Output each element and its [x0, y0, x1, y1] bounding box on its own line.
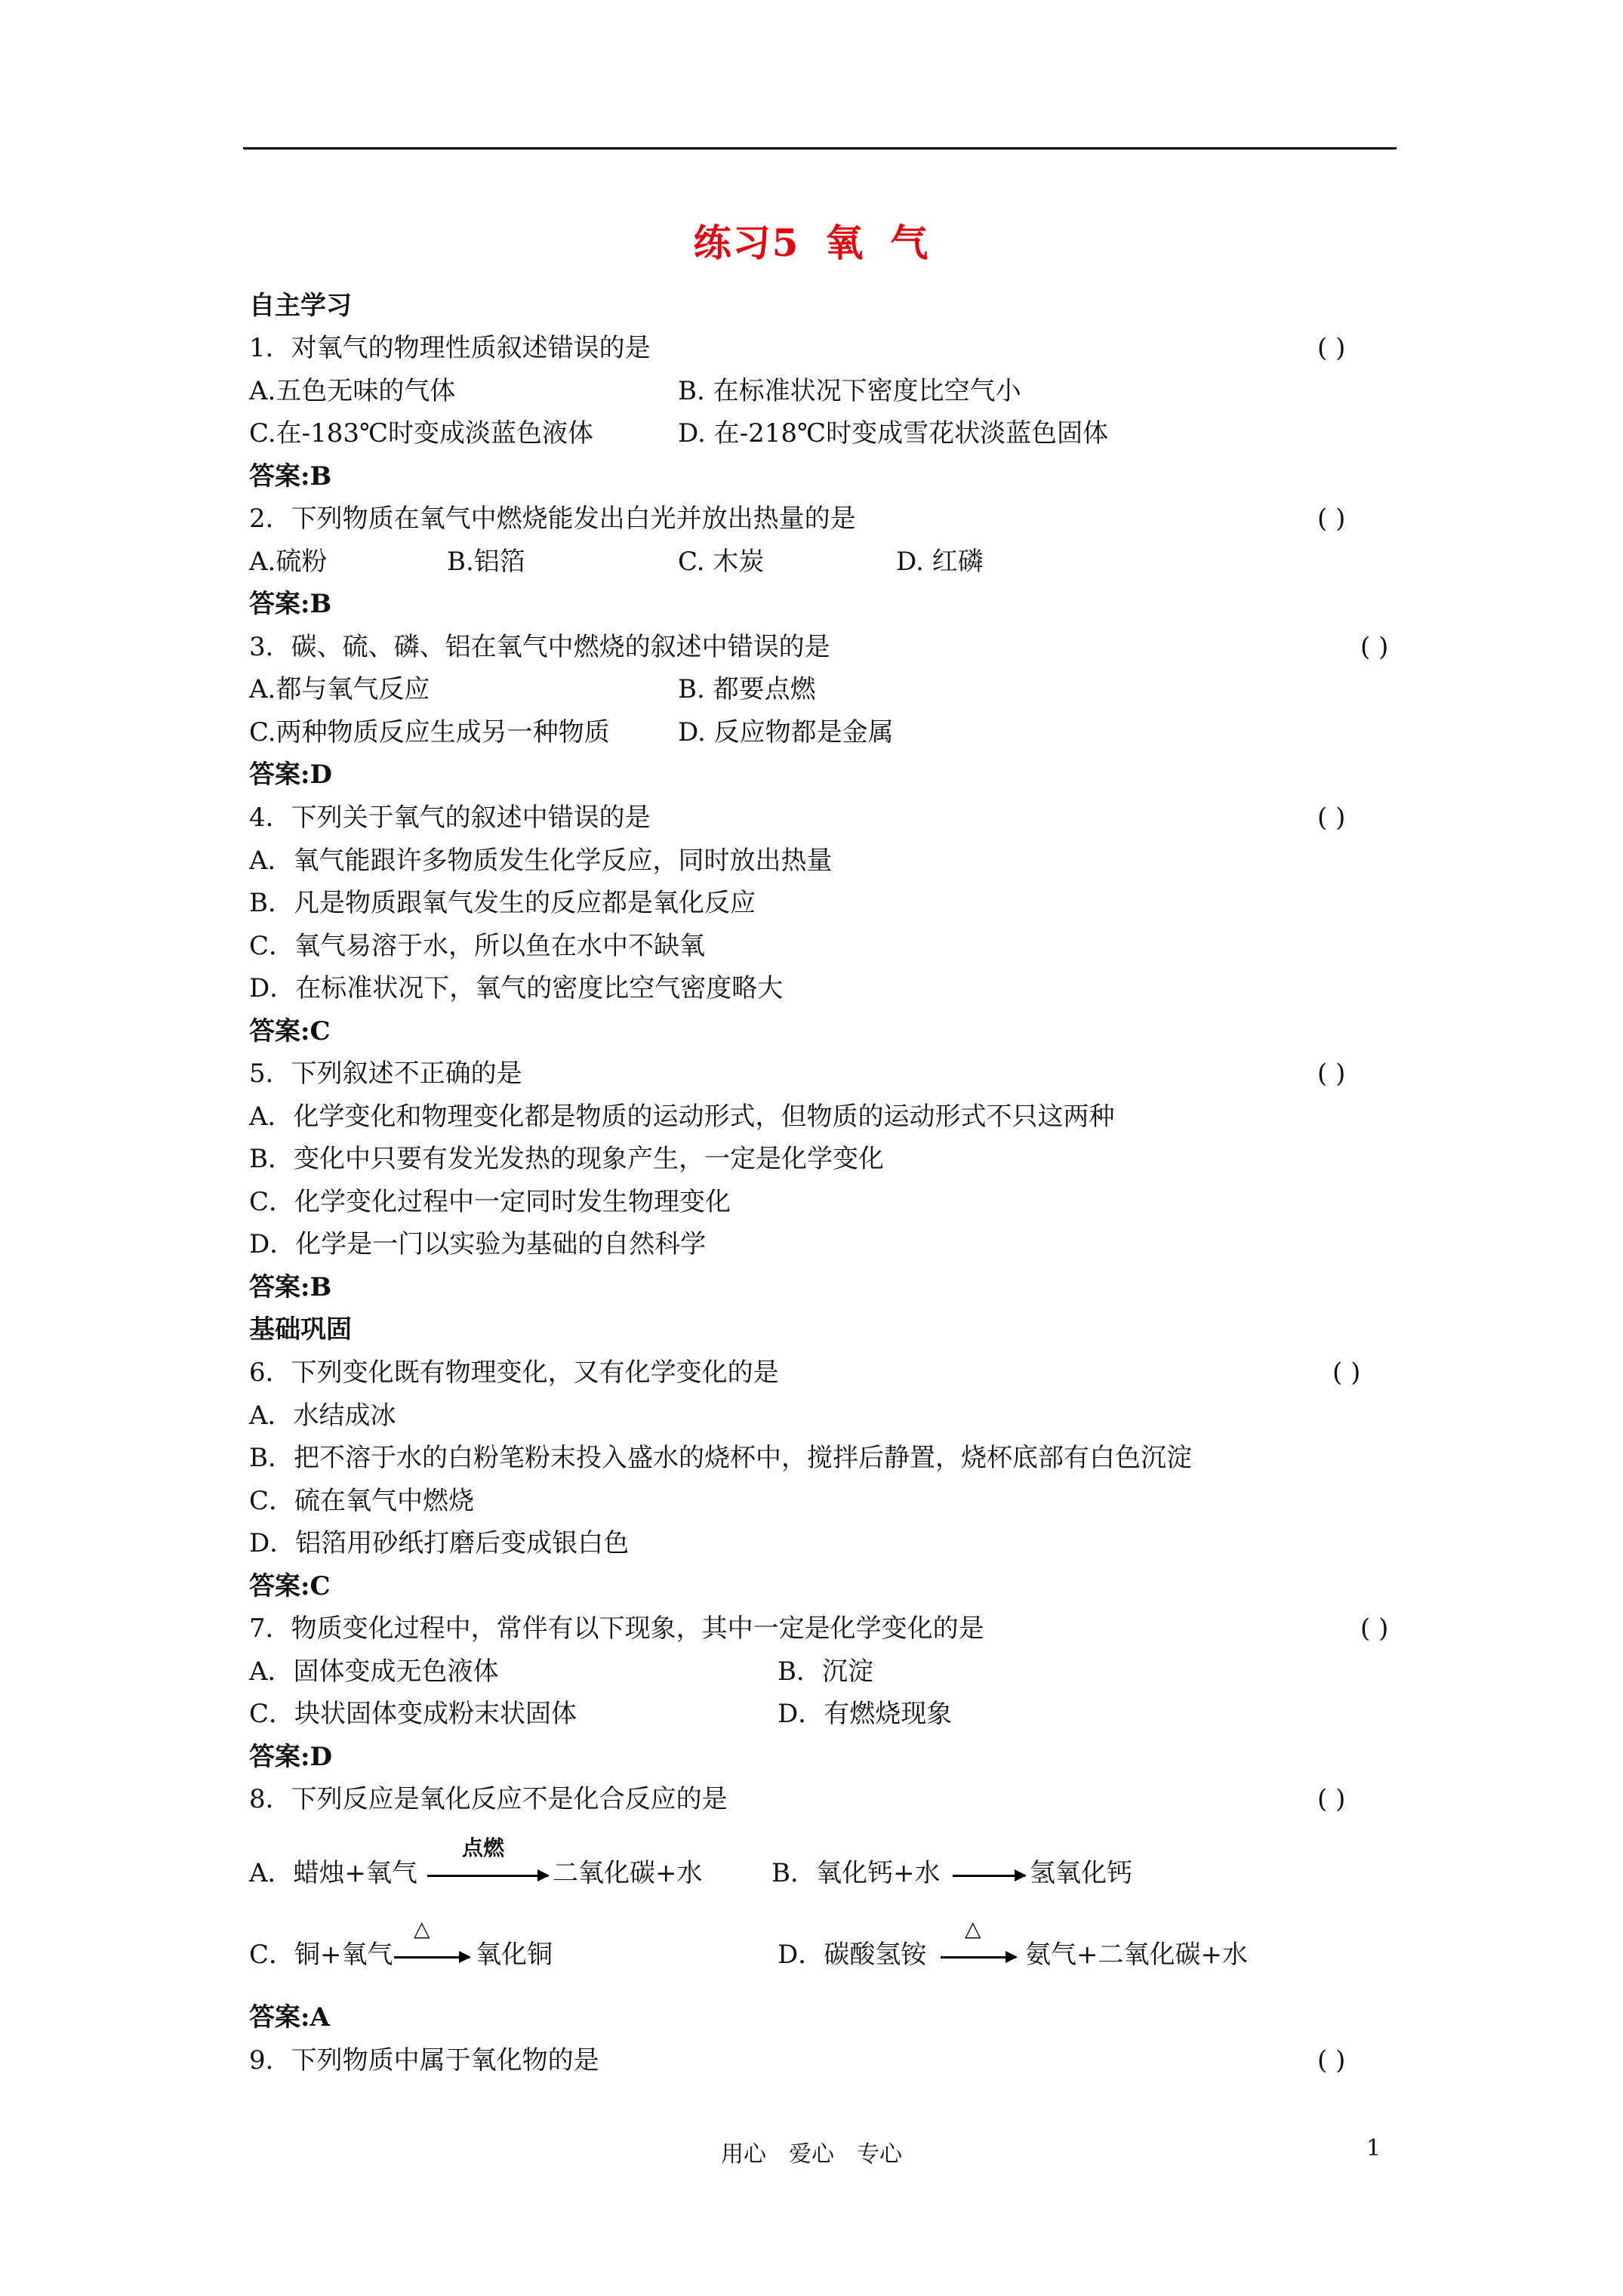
question-3-option-b: B. 都要点燃 — [678, 674, 816, 704]
question-6-option-d: D．铝箔用砂纸打磨后变成银白色 — [249, 1528, 630, 1558]
answer-blank: ( ) — [1317, 333, 1346, 363]
question-8-stem: 8．下列反应是氧化反应不是化合反应的是 — [249, 1784, 728, 1814]
question-8-option-d-reactants: D．碳酸氢铵 — [778, 1940, 927, 1970]
question-1-option-c: C.在-183℃时变成淡蓝色液体 — [249, 418, 594, 448]
header-rule — [243, 147, 1397, 149]
question-4-option-c: C．氧气易溶于水，所以鱼在水中不缺氧 — [249, 931, 706, 961]
section-heading-self-study: 自主学习 — [249, 291, 352, 321]
answer-blank: ( ) — [1360, 1613, 1389, 1644]
question-8-option-d-products: 氨气+二氧化碳+水 — [1025, 1940, 1248, 1970]
question-2-option-d: D. 红磷 — [896, 547, 984, 577]
page-footer: 用心 爱心 专心 — [721, 2141, 902, 2168]
question-8-option-b-products: 氢氧化钙 — [1030, 1858, 1132, 1888]
answer-blank: ( ) — [1317, 803, 1346, 833]
question-7-answer: 答案:D — [249, 1742, 333, 1772]
question-8-option-c-condition: △ — [414, 1916, 430, 1941]
question-8-option-a-reactants: A．蜡烛+氧气 — [249, 1858, 418, 1888]
question-3-answer: 答案:D — [249, 760, 333, 790]
reaction-arrow-icon — [427, 1875, 548, 1877]
question-5-option-a: A．化学变化和物理变化都是物质的运动形式，但物质的运动形式不只这两种 — [249, 1102, 1115, 1132]
question-1-stem: 1．对氧气的物理性质叙述错误的是 — [249, 333, 651, 363]
question-7-option-a: A．固体变成无色液体 — [249, 1657, 499, 1687]
question-4-answer: 答案:C — [249, 1016, 331, 1046]
reaction-arrow-icon — [953, 1875, 1025, 1877]
question-8-option-c-products: 氧化铜 — [476, 1940, 553, 1970]
question-6-option-a: A．水结成冰 — [249, 1401, 396, 1431]
question-7-option-b: B．沉淀 — [778, 1657, 873, 1687]
question-1-option-d: D. 在-218℃时变成雪花状淡蓝色固体 — [678, 418, 1109, 448]
question-8-option-b-reactants: B．氧化钙+水 — [771, 1858, 941, 1888]
answer-blank: ( ) — [1332, 1358, 1361, 1388]
question-1-option-a: A.五色无味的气体 — [249, 376, 456, 406]
reaction-arrow-icon — [394, 1956, 470, 1959]
answer-blank: ( ) — [1317, 1059, 1346, 1089]
question-8-answer: 答案:A — [249, 2002, 330, 2032]
question-3-option-c: C.两种物质反应生成另一种物质 — [249, 717, 610, 747]
question-8-option-a-condition: 点燃 — [462, 1835, 505, 1860]
title-word-2: 气 — [890, 220, 930, 265]
question-6-option-c: C．硫在氧气中燃烧 — [249, 1486, 475, 1516]
question-3-option-a: A.都与氧气反应 — [249, 674, 430, 704]
question-2-option-c: C. 木炭 — [678, 547, 765, 577]
question-3-option-d: D. 反应物都是金属 — [678, 717, 894, 747]
question-5-stem: 5．下列叙述不正确的是 — [249, 1059, 522, 1089]
question-4-option-a: A．氧气能跟许多物质发生化学反应，同时放出热量 — [249, 846, 833, 876]
answer-blank: ( ) — [1317, 2045, 1346, 2076]
question-2-option-b: B.铝箔 — [447, 547, 525, 577]
question-5-option-d: D．化学是一门以实验为基础的自然科学 — [249, 1229, 707, 1259]
question-5-option-b: B．变化中只要有发光发热的现象产生，一定是化学变化 — [249, 1144, 884, 1174]
question-5-answer: 答案:B — [249, 1272, 332, 1302]
question-2-answer: 答案:B — [249, 589, 332, 619]
question-1-answer: 答案:B — [249, 461, 332, 492]
section-heading-consolidation: 基础巩固 — [249, 1314, 352, 1345]
question-2-stem: 2．下列物质在氧气中燃烧能发出白光并放出热量的是 — [249, 504, 856, 534]
question-7-option-c: C．块状固体变成粉末状固体 — [249, 1699, 577, 1729]
title-word-1: 氧 — [825, 220, 865, 265]
page-number: 1 — [1366, 2135, 1381, 2162]
question-4-option-b: B．凡是物质跟氧气发生的反应都是氧化反应 — [249, 888, 756, 918]
question-7-stem: 7．物质变化过程中，常伴有以下现象，其中一定是化学变化的是 — [249, 1613, 984, 1644]
page-title — [0, 213, 1623, 267]
reaction-arrow-icon — [941, 1956, 1016, 1959]
answer-blank: ( ) — [1317, 1784, 1346, 1814]
title-main: 练习5 — [693, 220, 800, 265]
question-4-stem: 4．下列关于氧气的叙述中错误的是 — [249, 803, 651, 833]
question-9-stem: 9．下列物质中属于氧化物的是 — [249, 2045, 599, 2076]
question-8-option-c-reactants: C．铜+氧气 — [249, 1940, 393, 1970]
answer-blank: ( ) — [1317, 504, 1346, 534]
question-1-option-b: B. 在标准状况下密度比空气小 — [678, 376, 1021, 406]
question-8-option-a-products: 二氧化碳+水 — [553, 1858, 703, 1888]
question-5-option-c: C．化学变化过程中一定同时发生物理变化 — [249, 1187, 731, 1217]
question-2-option-a: A.硫粉 — [249, 547, 328, 577]
question-3-stem: 3．碳、硫、磷、铝在氧气中燃烧的叙述中错误的是 — [249, 632, 830, 662]
question-6-option-b: B．把不溶于水的白粉笔粉末投入盛水的烧杯中，搅拌后静置，烧杯底部有白色沉淀 — [249, 1443, 1192, 1473]
question-7-option-d: D．有燃烧现象 — [778, 1699, 953, 1729]
question-4-option-d: D．在标准状况下，氧气的密度比空气密度略大 — [249, 973, 784, 1003]
question-8-option-d-condition: △ — [965, 1916, 981, 1941]
answer-blank: ( ) — [1360, 632, 1389, 662]
question-6-stem: 6．下列变化既有物理变化，又有化学变化的是 — [249, 1358, 779, 1388]
question-6-answer: 答案:C — [249, 1571, 331, 1601]
